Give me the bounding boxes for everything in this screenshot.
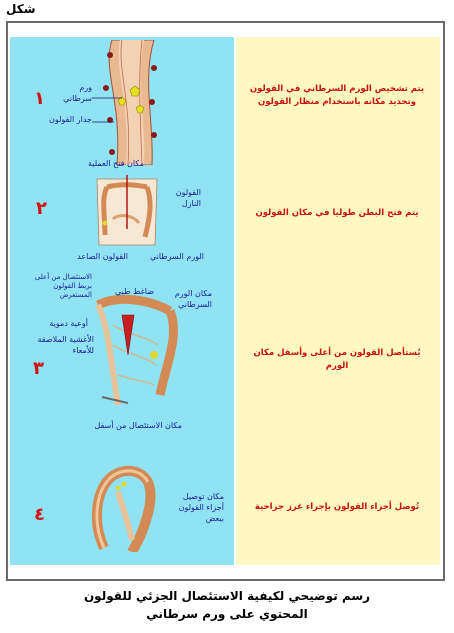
figure-caption-line-1: رسم توضيحي لكيفية الاستئصال الجزئي للقولون: [83, 589, 371, 603]
step-3-resection-above-label: [34, 273, 92, 300]
step-3-vessels-label: أوعية دموية: [49, 319, 88, 328]
step-2-number: ٢: [36, 198, 47, 219]
figure-label: شكل: [6, 2, 36, 16]
step-3-membranes-label: الأغشية الملاصقة للأمعاء: [37, 335, 94, 355]
step-1-description: يتم تشخيص الورم السرطاني في القولون وتحديد مكانه باستخدام منظار القولون: [249, 84, 425, 107]
step-3-resection-below-label: مكان الاستئصال من أسفل: [94, 421, 182, 430]
step-3-number: ٣: [33, 358, 44, 379]
step-2-descending-label: القولون النازل: [175, 188, 201, 208]
step-4-number: ٤: [34, 504, 45, 525]
step-3-clamp-label: ضاغط طبي: [115, 287, 154, 296]
descriptions-panel: [236, 37, 440, 565]
figure-caption-line-2: المحتوي على ورم سرطاني: [146, 607, 308, 621]
transverse-link-text: بربط القولون المستعرض: [53, 282, 92, 299]
resection-above-text: الاستئصال من أعلى: [34, 273, 92, 281]
abdomen-illustration: [93, 175, 161, 247]
step-1-number: ١: [34, 88, 45, 109]
step-1-tumor-label: ورم سرطاني: [63, 83, 92, 103]
step-1-wall-label: جدار القولون: [48, 115, 92, 124]
anastomosis-illustration: [88, 462, 160, 552]
step-2-incision-label: مكان فتح العملية: [88, 159, 144, 168]
step-2-tumor-label: الورم السرطاني: [149, 252, 204, 261]
step-3-description: يُستأصل القولون من أعلى وأسفل مكان الورم: [253, 348, 421, 371]
step-4-description: تُوصل أجزاء القولون بإجراء غرز جراحية: [254, 502, 420, 512]
step-2-description: يتم فتح البطن طوليا في مكان القولون: [255, 208, 419, 218]
step-4-joining-label: مكان توصيل أجزاء القولون ببعض: [178, 492, 224, 523]
step-2-ascending-label: القولون الصاعد: [77, 252, 128, 261]
colonoscopy-illustration: [92, 40, 172, 165]
step-3-tumor-site-label: مكان الورم السرطاني: [174, 289, 212, 309]
